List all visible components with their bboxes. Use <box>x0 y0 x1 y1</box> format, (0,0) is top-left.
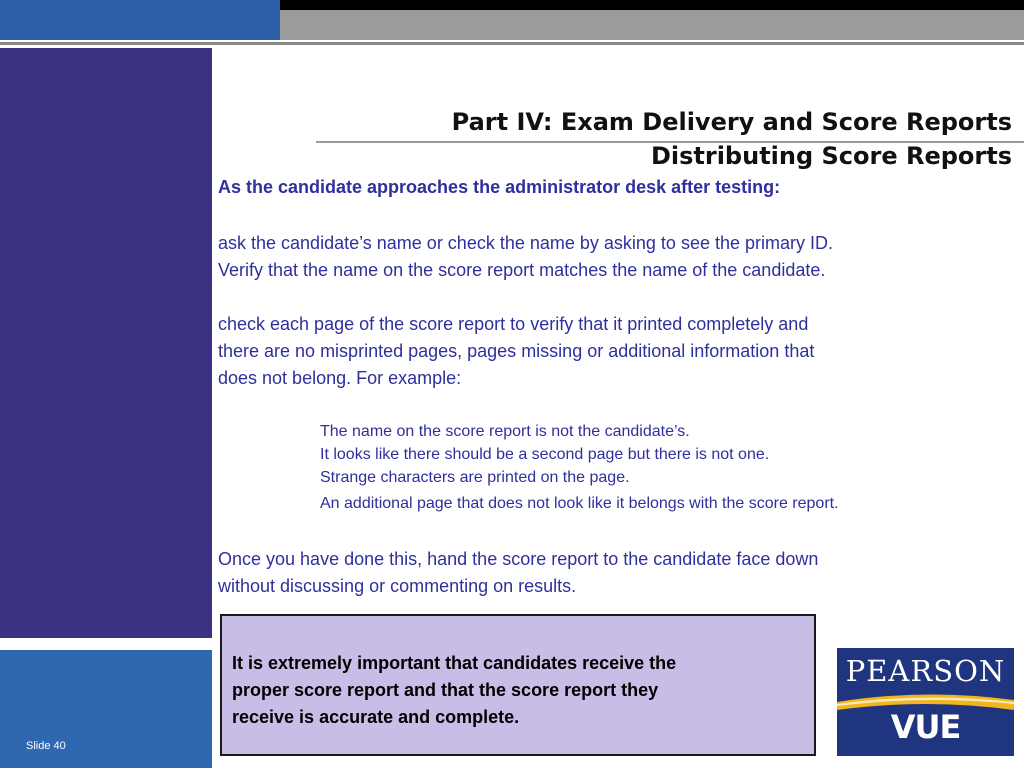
example-item: It looks like there should be a second page but there is not one. <box>320 446 770 463</box>
examples-list <box>320 420 839 515</box>
paragraph-line: does not belong. For example: <box>218 368 462 388</box>
important-callout-box <box>220 614 816 756</box>
paragraph-hand-report <box>218 546 818 600</box>
logo-subbrand: VUE <box>890 708 961 746</box>
example-item: An additional page that does not look like it belongs with the score report. <box>320 495 839 512</box>
top-banner-gray <box>280 10 1024 40</box>
paragraph-line: without discussing or commenting on results. <box>218 576 577 596</box>
logo-swoosh-icon <box>837 690 1014 710</box>
example-item: The name on the score report is not the candidate’s. <box>320 423 690 440</box>
slide-subtitle: Distributing Score Reports <box>650 142 1012 170</box>
slide-number: Slide 40 <box>26 740 66 752</box>
paragraph-verify-name <box>218 230 833 284</box>
callout-text <box>232 650 812 731</box>
paragraph-line: Once you have done this, hand the score report to the candidate face down <box>218 549 819 569</box>
callout-line: It is extremely important that candidates receive the <box>232 653 677 673</box>
paragraph-check-pages <box>218 311 814 392</box>
top-banner-blue <box>0 0 280 40</box>
slide-title: Part IV: Exam Delivery and Score Reports <box>451 108 1012 136</box>
callout-line: proper score report and that the score report they <box>232 680 659 700</box>
logo-wordmark: PEARSON <box>845 654 1006 688</box>
top-divider <box>0 42 1024 45</box>
paragraph-line: there are no misprinted pages, pages missing or additional information that <box>218 341 815 361</box>
pearson-vue-logo-icon <box>837 648 1014 756</box>
paragraph-line: check each page of the score report to verify that it printed completely and <box>218 314 809 334</box>
intro-text: As the candidate approaches the administrator desk after testing: <box>218 177 781 197</box>
sidebar-panel <box>0 48 212 638</box>
callout-line: receive is accurate and complete. <box>232 707 520 727</box>
paragraph-line: ask the candidate’s name or check the name by asking to see the primary ID. <box>218 233 833 253</box>
paragraph-line: Verify that the name on the score report matches the name of the candidate. <box>218 260 826 280</box>
example-item: Strange characters are printed on the page. <box>320 469 630 486</box>
